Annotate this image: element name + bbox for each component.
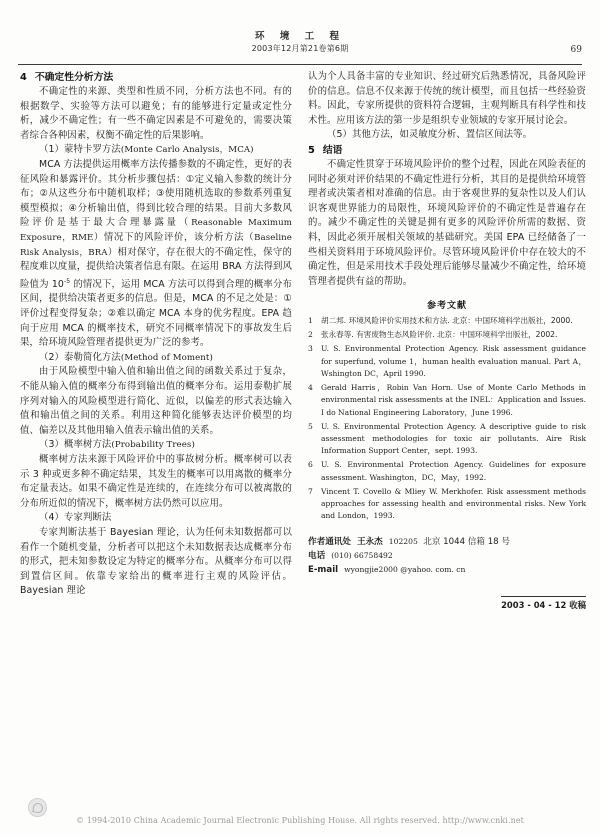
contact-phone-value: (010) 66758492 bbox=[331, 550, 393, 560]
paragraph-uncertainty-sources: 不确定性的来源、类型和性质不同，分析方法也不同。有的根据数学、实验等方法可以避免；有的能够进行定量或定性分析，减少不确定性；有一些不确定因素是不可避免的，需要决策者综合各种因素，权衡不确定性的后果影响。 bbox=[20, 86, 292, 141]
contact-email-value: wyongjie2000 @yahoo. com. cn bbox=[344, 564, 466, 574]
contact-address-line bbox=[308, 535, 586, 549]
subsection-label-other-methods: （5）其他方法，如灵敏度分析、置信区间法等。 bbox=[327, 129, 533, 141]
contact-phone-label: 电话 bbox=[308, 550, 326, 561]
section-heading-4 bbox=[20, 70, 292, 85]
mca-text-b: ）情况下的风险评价，该分析方法（ bbox=[93, 231, 255, 243]
section-title-4: 不确定性分析方法 bbox=[34, 72, 114, 83]
cnki-logo-icon bbox=[28, 798, 47, 817]
mca-term-bra: Baseline Risk Analysis，BRA bbox=[20, 232, 292, 258]
subsection-label-mca-cn: （1）蒙特卡罗方法 bbox=[39, 144, 121, 156]
mca-text-a: MCA 方法提供运用概率方法传播参数的不确定性，更好的表征风险和暴露评价。其分析步骤包括：①定义输入参数的统计分布；②从这些分布中随机取样；③使用随机选取的参数系列重复模型模拟；④分析输出值，得到比较合理的结果。目前大多数风险评价是基于最大合理暴露量（ bbox=[20, 158, 292, 229]
reference-text: 胡二邦. 环境风险评价实用技术和方法. 北京：中国环境科学出版社，2000. bbox=[321, 316, 573, 326]
contact-author-name: 王永杰 bbox=[356, 536, 383, 547]
contact-email-line bbox=[308, 563, 586, 577]
reference-number: 5 bbox=[308, 421, 313, 431]
reference-number: 3 bbox=[308, 344, 313, 354]
reference-item bbox=[308, 421, 586, 458]
right-column bbox=[308, 70, 586, 795]
section-title-5: 结语 bbox=[322, 144, 343, 156]
paragraph-mca-body bbox=[20, 158, 292, 351]
reference-number: 2 bbox=[308, 330, 313, 340]
header-divider-rule bbox=[18, 64, 582, 65]
journal-issue-line: 2003年12月第21卷第6期 bbox=[251, 44, 349, 53]
paragraph-conclusion: 不确定性贯穿于环境风险评价的整个过程，因此在风险表征的同时必须对评价结果的不确定性进行分析，其目的是提供给环境管理者或决策者相对准确的信息。由于客观世界的复杂性以及人们认识客观世界能力的局限性，环境风险评价的不确定性是普遍存在的。减少不确定性的关键是拥有更多的风险评价所需的数据、资料，因此必须开展相关领域的基础研究。美国 EPA 已经储备了一些相关资料用于环境风险评价。尽管环境风险评价中存在较大的不确定性，但是采用技术手段处理后能够尽量减少不确定性，给环境管理者提供有益的帮助。 bbox=[308, 158, 586, 287]
contact-postcode: 102205 bbox=[388, 536, 418, 546]
reference-number: 6 bbox=[308, 460, 313, 470]
subsection-label-taylor bbox=[20, 351, 292, 366]
subsection-label-probtree-cn: （3）概率树方法 bbox=[39, 439, 112, 451]
reference-number: 7 bbox=[308, 486, 313, 496]
reference-item bbox=[308, 486, 586, 523]
mca-term-rme: Reasonable Maximum Exposure，RME bbox=[20, 218, 292, 243]
received-date: 2003 - 04 - 12 收稿 bbox=[501, 596, 586, 611]
section-heading-5 bbox=[308, 143, 586, 158]
section-number-5: 5 bbox=[308, 144, 315, 156]
left-column bbox=[20, 70, 292, 795]
reference-text: U. S. Environmental Protection Agency. Risk assessment guidance for superfund, volume 1，human health evaluation manual. Part A，Wshington DC，April 1990. bbox=[321, 344, 586, 378]
subsection-label-mca bbox=[20, 143, 292, 158]
reference-item bbox=[308, 329, 586, 341]
page-number: 69 bbox=[570, 45, 582, 55]
reference-number: 4 bbox=[308, 382, 313, 392]
reference-item bbox=[308, 315, 586, 327]
reference-item bbox=[308, 343, 586, 380]
paragraph-taylor-body: 由于风险模型中输入值和输出值之间的函数关系过于复杂，不能从输入值的概率分布得到输出值的概率分布。运用泰勒扩展序列对输入的风险模型进行简化、近似，以偏差的形式表达输入值和输出值之间的关系。利用这种简化能够表达评价模型的均值、偏差以及其他用输入值表示输出值的关系。 bbox=[20, 366, 292, 436]
contact-phone-line bbox=[308, 549, 586, 563]
contact-address: 北京 1044 信箱 18 号 bbox=[423, 536, 510, 547]
received-date-block bbox=[308, 593, 586, 612]
subsection-label-taylor-cn: （2）泰勒简化方法 bbox=[39, 351, 121, 363]
reference-text: U. S. Environmental Protection Agency. A descriptive guide to risk assessment methodologies for toxic air pollutants. Aire Risk Information Support Center，sept. 1993. bbox=[321, 421, 586, 456]
section-number-4: 4 bbox=[20, 72, 27, 83]
references-heading: 参考文献 bbox=[426, 301, 467, 312]
contact-email-label: E-mail bbox=[308, 564, 339, 575]
subsection-label-expert: （4）专家判断法 bbox=[39, 512, 112, 524]
references-list bbox=[308, 315, 586, 523]
reference-text: Gerald Harris，Robin Van Horn. Use of Monte Carlo Methods in environmental risk assessments at the INEL：Application and Issues. I do National Engineering Laboratory，June 1996. bbox=[321, 382, 586, 417]
subsection-label-taylor-en: (Method of Moment) bbox=[120, 352, 213, 363]
paragraph-expert-body: 专家判断法基于 Bayesian 理论，认为任何未知数据都可以看作一个随机变量，分析者可以把这个未知数据表达成概率分布的形式，把未知参数设定为特定的概率分布。从概率分布可以得到置信区间。依靠专家给出的概率进行主观的风险评估。Bayesian 理论 bbox=[20, 526, 292, 597]
risk-value-exponent: -5 bbox=[63, 277, 71, 285]
reference-text: Vincent T. Covello & Mliey W. Merkhofer. Risk assessment methods approaches for assessing health and environmental risks. New York and London，1993. bbox=[321, 486, 586, 521]
reference-item bbox=[308, 382, 586, 419]
paragraph-probtree-body: 概率树方法来源于风险评价中的事故树分析。概率树可以表示 3 种或更多种不确定结果，其发生的概率可以用离散的概率分布定量表达。如果不确定性是连续的，在连续分布可以被离散的分布所近似的情况下，概率树方法仍然可以应用。 bbox=[20, 453, 292, 509]
journal-title: 环 境 工 程 bbox=[255, 31, 345, 42]
paragraph-expert-continued: 认为个人具备丰富的专业知识、经过研究后熟悉情况，具备风险评价的信息。信息不仅来源于传统的统计模型，而且包括一些经验资料。因此，专家所提供的资料符合逻辑，主观判断具有科学性和技术性。应用该方法的第一步是组织专业领域的专家开展讨论会。 bbox=[308, 71, 586, 126]
subsection-label-probtree bbox=[20, 438, 292, 453]
copyright-footer: © 1994-2010 China Academic Journal Electronic Publishing House. All rights reserved. http://www.cnki.net bbox=[75, 816, 524, 825]
reference-text: 张永春等. 有害废物生态风险评价. 北京：中国环境科学出版社，2002. bbox=[321, 330, 558, 340]
reference-number: 1 bbox=[308, 316, 313, 326]
mca-text-d: 的情况下，运用 MCA 方法可以得到合理的概率分布区间，提供给决策者更多的信息。但是，MCA 的不足之处是：①评价过程变得复杂；②难以确定 MCA 本身的优劣程度。EPA 趋向于应用 MCA 的概率技术，研究不同概率情况下的事故发生后果，给环境风险管理者提供更为广泛的参考。 bbox=[20, 278, 293, 349]
page-masthead bbox=[0, 30, 600, 55]
author-contact-block bbox=[308, 535, 586, 577]
subsection-label-probtree-en: (Probability Trees) bbox=[111, 440, 195, 451]
reference-text: U. S. Environmental Protection Agency. Guidelines for exposure assessment. Washington，DC，May，1992. bbox=[321, 460, 586, 482]
mca-text-c: ）相对保守，存在很大的不确定性，保守的程度难以度量，提供给决策者信息有限。在运用 BRA 方法得到风险值为 10 bbox=[20, 246, 293, 290]
contact-address-label: 作者通讯处 bbox=[308, 536, 351, 547]
reference-item bbox=[308, 459, 586, 484]
subsection-label-mca-en: (Monte Carlo Analysis，MCA) bbox=[120, 145, 254, 156]
two-column-body bbox=[20, 70, 586, 795]
